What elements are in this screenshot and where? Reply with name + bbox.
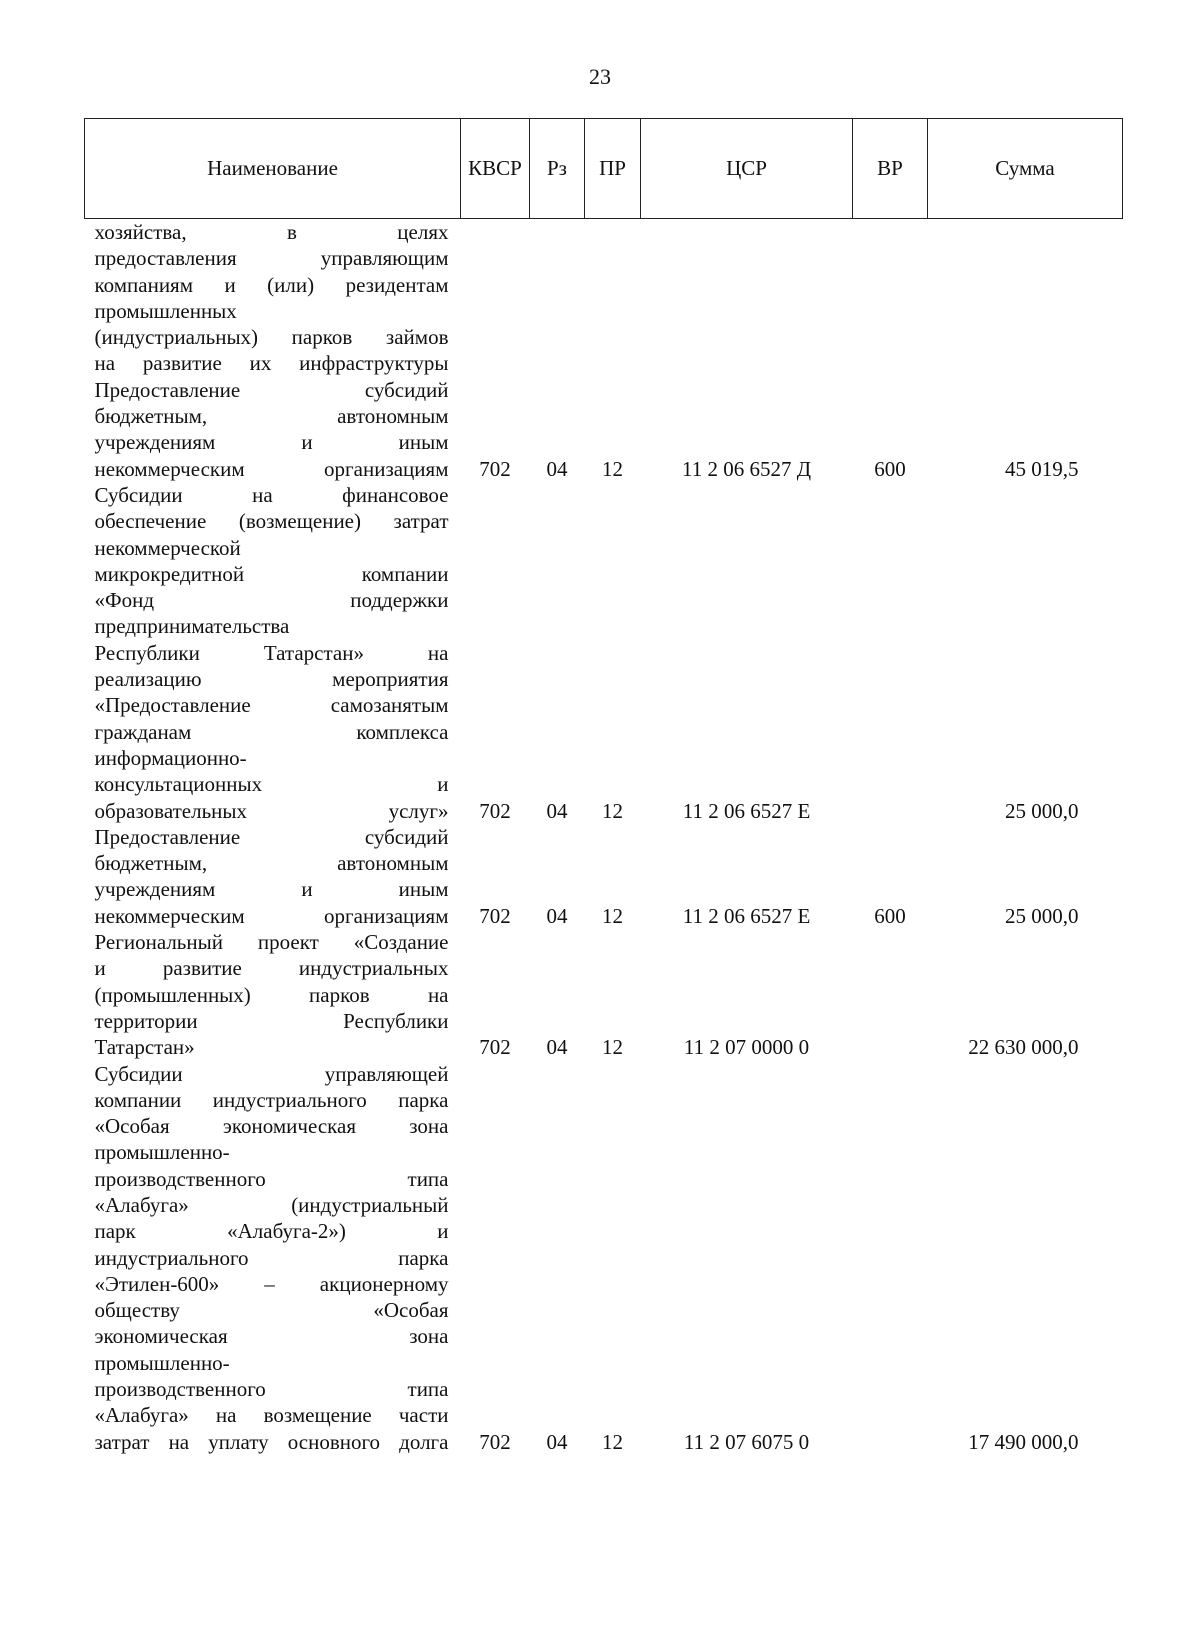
cell-sum: 25 000,0 — [1005, 798, 1079, 823]
row-name-line: «Предоставление самозанятым — [94, 693, 449, 718]
cell-kvsr: 702 — [479, 1035, 511, 1060]
row-name-line: (индустриальных) парков займов — [94, 325, 449, 350]
row-name-line: Татарстан» — [94, 1035, 195, 1060]
row-name-line: учреждениям и иным — [94, 430, 449, 455]
cell-vr — [853, 1061, 928, 1455]
row-name-cell — [85, 219, 461, 377]
row-name-line: затрат на уплату основного долга — [94, 1429, 449, 1454]
cell-kvsr: 702 — [479, 456, 511, 481]
row-name-line: предпринимательства — [94, 614, 290, 639]
row-name-line: Субсидии на финансовое — [94, 482, 449, 507]
row-name-line: компаниям и (или) резидентам — [94, 272, 449, 297]
row-name-line: Предоставление субсидий — [94, 824, 449, 849]
row-name-line: «Алабуга» на возмещение части — [94, 1403, 449, 1428]
row-name-line: реализацию мероприятия — [94, 667, 449, 692]
row-name-line: хозяйства, в целях — [94, 220, 449, 244]
row-name-cell — [85, 482, 461, 824]
cell-pr: 12 — [602, 1035, 623, 1060]
cell-pr: 12 — [602, 1429, 623, 1454]
row-name-line: территории Республики — [94, 1008, 449, 1033]
table-row — [85, 482, 1123, 824]
row-name-line: компании индустриального парка — [94, 1087, 449, 1112]
cell-sum: 22 630 000,0 — [968, 1035, 1079, 1060]
cell-rz: 04 — [546, 1035, 568, 1060]
cell-rz — [530, 219, 585, 377]
row-name-line: «Фонд поддержки — [94, 588, 449, 613]
row-name-line: «Алабуга» (индустриальный — [94, 1192, 449, 1217]
row-name-line: некоммерческим организациям — [94, 456, 449, 481]
table-row — [85, 824, 1123, 929]
row-name-cell — [85, 824, 461, 929]
row-name-line: бюджетным, автономным — [94, 851, 449, 876]
row-name-line: информационно- — [94, 745, 247, 770]
table-body — [85, 219, 1123, 1455]
row-name-line: Субсидии управляющей — [94, 1061, 449, 1086]
row-name-line: некоммерческой — [94, 535, 241, 560]
cell-vr — [853, 929, 928, 1060]
cell-vr: 600 — [874, 903, 906, 928]
row-name-line: «Особая экономическая зона — [94, 1114, 449, 1139]
cell-rz: 04 — [546, 456, 568, 481]
cell-rz: 04 — [546, 903, 568, 928]
cell-vr — [853, 219, 928, 377]
budget-table — [84, 118, 1123, 1455]
header-vr: ВР — [853, 119, 928, 219]
row-name-line: Предоставление субсидий — [94, 377, 449, 402]
row-name-line: и развитие индустриальных — [94, 956, 449, 981]
row-name-line: парк «Алабуга-2») и — [94, 1219, 449, 1244]
row-name-line: гражданам комплекса — [94, 719, 449, 744]
row-name-line: экономическая зона — [94, 1324, 449, 1349]
row-name-cell — [85, 929, 461, 1060]
cell-pr: 12 — [602, 798, 623, 823]
header-name: Наименование — [85, 119, 461, 219]
table-row — [85, 377, 1123, 482]
header-sum: Сумма — [928, 119, 1123, 219]
row-name-line: обществу «Особая — [94, 1298, 449, 1323]
cell-csr: 11 2 06 6527 Е — [682, 798, 811, 823]
cell-csr — [641, 219, 853, 377]
table-row — [85, 219, 1123, 377]
row-name-line: Республики Татарстан» на — [94, 640, 449, 665]
row-name-line: некоммерческим организациям — [94, 903, 449, 928]
cell-pr: 12 — [602, 456, 623, 481]
row-name-line: «Этилен-600» – акционерному — [94, 1271, 449, 1296]
cell-pr — [585, 219, 641, 377]
row-name-line: на развитие их инфраструктуры — [94, 351, 449, 376]
cell-sum: 25 000,0 — [1005, 903, 1079, 928]
row-name-cell — [85, 1061, 461, 1455]
cell-csr: 11 2 06 6527 Д — [681, 456, 812, 481]
cell-sum: 45 019,5 — [1005, 456, 1079, 481]
row-name-line: учреждениям и иным — [94, 877, 449, 902]
cell-csr: 11 2 06 6527 Е — [682, 903, 811, 928]
row-name-line: промышленно- — [94, 1140, 230, 1165]
cell-rz: 04 — [546, 1429, 568, 1454]
page-number: 23 — [589, 64, 611, 89]
row-name-cell — [85, 377, 461, 482]
row-name-line: предоставления управляющим — [94, 246, 449, 271]
cell-csr: 11 2 07 6075 0 — [683, 1429, 810, 1454]
cell-vr: 600 — [874, 456, 906, 481]
row-name-line: промышленных — [94, 298, 237, 323]
row-name-line: производственного типа — [94, 1166, 449, 1191]
cell-sum — [928, 219, 1123, 377]
row-name-line: обеспечение (возмещение) затрат — [94, 509, 449, 534]
cell-csr: 11 2 07 0000 0 — [683, 1035, 810, 1060]
table-row — [85, 929, 1123, 1060]
cell-vr — [853, 482, 928, 824]
row-name-line: консультационных и — [94, 772, 449, 797]
header-pr: ПР — [585, 119, 641, 219]
table-row — [85, 1061, 1123, 1455]
cell-kvsr: 702 — [479, 798, 511, 823]
header-kvsr: КВСР — [461, 119, 530, 219]
cell-kvsr: 702 — [479, 903, 511, 928]
row-name-line: производственного типа — [94, 1377, 449, 1402]
row-name-line: образовательных услуг» — [94, 798, 449, 823]
table-header-row — [85, 119, 1123, 219]
row-name-line: индустриального парка — [94, 1245, 449, 1270]
header-rz: Рз — [530, 119, 585, 219]
row-name-line: микрокредитной компании — [94, 561, 449, 586]
row-name-line: Региональный проект «Создание — [94, 930, 449, 955]
cell-sum: 17 490 000,0 — [968, 1429, 1079, 1454]
row-name-line: промышленно- — [94, 1350, 230, 1375]
cell-rz: 04 — [546, 798, 568, 823]
cell-kvsr — [461, 219, 530, 377]
header-csr: ЦСР — [641, 119, 853, 219]
row-name-line: (промышленных) парков на — [94, 982, 449, 1007]
row-name-line: бюджетным, автономным — [94, 404, 449, 429]
cell-kvsr: 702 — [479, 1429, 511, 1454]
cell-pr: 12 — [602, 903, 623, 928]
